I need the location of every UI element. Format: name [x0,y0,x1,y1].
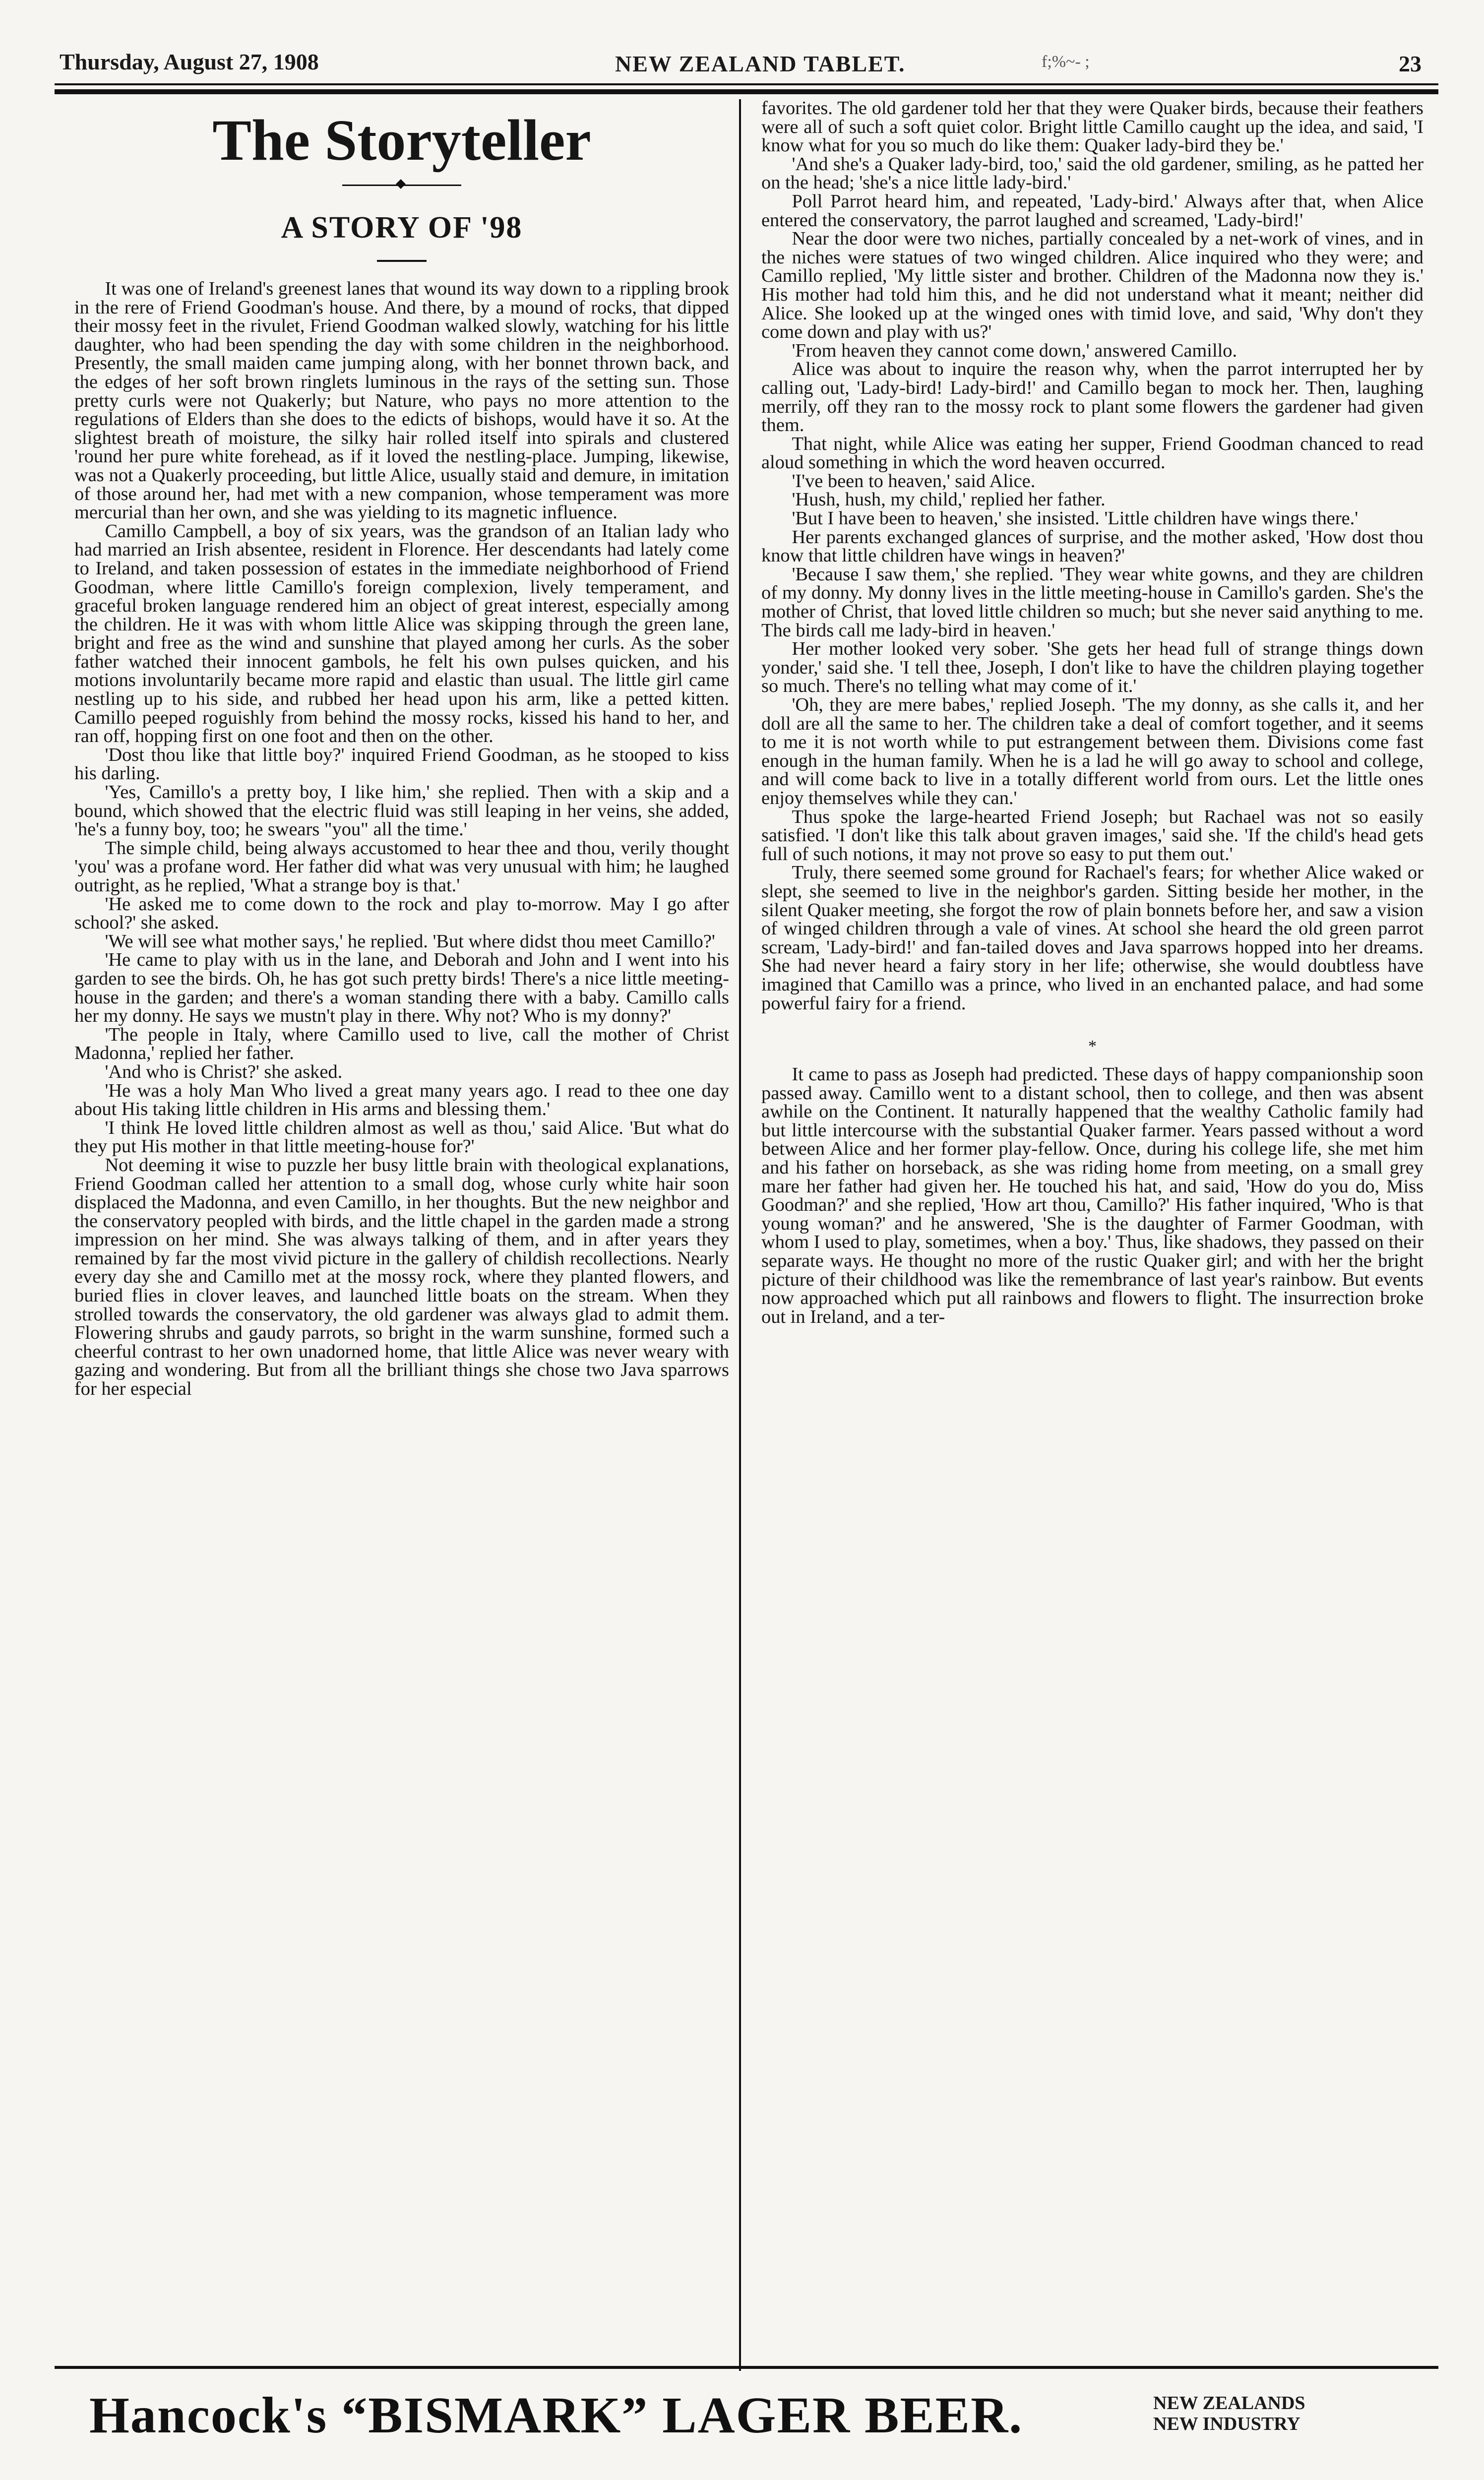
left-column [74,99,729,1399]
paragraph: Her parents exchanged glances of surprise, and the mother asked, 'How dost thou know that little children have wings in heaven?' [761,526,1423,566]
paragraph: 'Oh, they are mere babes,' replied Joseph. 'The my donny, as she calls it, and her doll are all the same to her. The children take a deal of comfort together, and it seems to me it is not worth while to put estrangement between them. Divisions come fast enough in the human family. When he is a lad he will go away to school and college, and will come back to live in a totally different world from ours. Let the little ones enjoy themselves while they can.' [761,694,1423,808]
paragraph: Near the door were two niches, partially concealed by a net-work of vines, and in the niches were statues of two winged children. Alice inquired who they were; and Camillo replied, 'My little sister and brother. Children of the Madonna now they is.' His mother had told him this, and he did not understand what it meant; neither did Alice. She looked up at the winged ones with timid love, and said, 'Why don't they come down and play with us?' [761,228,1423,343]
paragraph: Her mother looked very sober. 'She gets her head full of strange things down yonder,' said she. 'I tell thee, Joseph, I don't like to have the children playing together so much. There's no telling what may come of it.' [761,638,1423,697]
paragraph: 'But I have been to heaven,' she insisted. 'Little children have wings there.' [792,508,1359,529]
paragraph: Thus spoke the large-hearted Friend Joseph; but Rachael was not so easily satisfied. 'I don't like this talk about graven images,' said she. 'If the child's head gets full of such notions, it may not prove so easy to put them out.' [761,806,1423,865]
footer-rule [55,2366,1438,2369]
paragraph: 'And she's a Quaker lady-bird, too,' said the old gardener, smiling, as he patted her on the head; 'she's a nice little lady-bird.' [761,153,1423,193]
paragraph: 'We will see what mother says,' he replied. 'But where didst thou meet Camillo?' [105,930,715,952]
paragraph: 'And who is Christ?' she asked. [105,1061,343,1082]
left-body [74,280,729,1399]
paragraph: 'Yes, Camillo's a pretty boy, I like him,' she replied. Then with a skip and a bound, which showed that the electric fluid was still leaping in her veins, she added, 'he's a funny boy, too; he swears "you" all the time.' [74,782,729,840]
right-body-continued [761,1065,1423,1326]
paragraph: 'I think He loved little children almost as well as thou,' said Alice. 'But what do they put His mother in that little meeting-house for?' [74,1117,729,1157]
paragraph: 'The people in Italy, where Camillo used to live, call the mother of Christ Madonna,' replied her father. [74,1024,729,1064]
paragraph: 'Because I saw them,' she replied. 'They wear white gowns, and they are children of my donny. My donny lives in the little meeting-house in Camillo's garden. She's the mother of Christ, that loved little children so much; but she never said anything to me. The birds call me lady-bird in heaven.' [761,563,1423,641]
paragraph: It came to pass as Joseph had predicted. These days of happy companionship soon passed away. Camillo went to a distant school, then to college, and then was absent awhile on the Continent. It naturally happened that the wealthy Catholic family had but little intercourse with the substantial Quaker farmer. Years passed without a word between Alice and her former play-fellow. Once, during his college life, she met him and his father on horseback, as she was riding home from meeting, on a small grey mare her father had given her. He touched his hat, and said, 'How do you do, Miss Goodman?' and she replied, 'How art thou, Camillo?' His father inquired, 'Who is that young woman?' and he answered, 'She is the daughter of Farmer Goodman, with whom I used to play, sometimes, when a boy.' Thus, like shadows, they passed on their separate ways. He thought no more of the rustic Quaker girl; and with her the bright picture of their childhood was like the remembrance of last year's rainbow. But events now approached which put all rainbows and flowers to flight. The insurrection broke out in Ireland, and a ter- [761,1064,1423,1327]
paragraph: 'He was a holy Man Who lived a great many years ago. I read to thee one day about His taking little children in His arms and blessing them.' [74,1080,729,1120]
diamond-icon [396,179,406,189]
paragraph: 'Dost thou like that little boy?' inquired Friend Goodman, as he stooped to kiss his darling. [74,744,729,784]
paragraph: Not deeming it wise to puzzle her busy little brain with theological explanations, Friend Goodman called her attention to a small dog, whose curly white hair soon displaced the Madonna, and even Camillo, in her thoughts. But the new neighbor and the conservatory peopled with birds, and the little chapel in the garden made a strong impression on her mind. She was always talking of them, and in after years they remained by far the most vivid picture in the gallery of childish recollections. Nearly every day she and Camillo met at the mossy rock, where they planted flowers, and buried flies in clover leaves, and launched little boats on the stream. When they strolled towards the conservatory, the old gardener was always glad to admit them. Flowering shrubs and gaudy parrots, so bright in the warm sunshine, formed such a cheerful contrast to her own unadorned home, that little Alice was never weary with gazing and wondering. But from all the brilliant things she chose two Java sparrows for her especial [74,1154,729,1400]
header-rule-thick [55,89,1438,94]
paragraph: Truly, there seemed some ground for Rachael's fears; for whether Alice waked or slept, she seemed to live in the neighbor's garden. Sitting beside her mother, in the silent Quaker meeting, she forgot the row of plain bonnets before her, and saw a vision of winged children through a vale of vines. At school she heard the old green parrot scream, 'Lady-bird!' and fan-tailed doves and Java sparrows hopped into her dreams. She had never heard a fairy story in her life; otherwise, she would doubtless have imagined that Camillo was a prince, who lived in an enchanted palace, and had some powerful fairy for a friend. [761,862,1423,1014]
paragraph: 'He asked me to come down to the rock and play to-morrow. May I go after school?' she asked. [74,893,729,933]
faint-stamp: f;%~- ; [1042,53,1090,71]
newspaper-name: NEW ZEALAND TABLET. [615,51,906,76]
title-ornament [342,180,461,190]
tagline-line-2: NEW INDUSTRY [1153,2414,1300,2434]
paragraph: 'From heaven they cannot come down,' answered Camillo. [792,340,1237,361]
advert-text: Hancock's “BISMARK” LAGER BEER. [89,2387,1023,2444]
page-number: 23 [1399,51,1422,76]
story-title: A STORY OF '98 [281,211,523,245]
right-column [761,99,1423,1326]
paragraph: 'He came to play with us in the lane, and Deborah and John and I went into his garden to see the birds. Oh, he has got such pretty birds! There's a nice little meeting-house in the garden; and there's a woman standing there with a baby. Camillo calls her my donny. He says we mustn't play in there. Why not? Who is my donny?' [74,949,729,1027]
advertisement [55,2376,1438,2455]
paragraph: 'I've been to heaven,' said Alice. [792,470,1036,492]
section-title: The Storyteller [212,108,591,173]
header-rule-thin [55,83,1438,85]
paragraph: 'Hush, hush, my child,' replied her father. [792,489,1106,510]
page-header [60,45,1428,84]
paragraph: Alice was about to inquire the reason why, when the parrot interrupted her by calling out, 'Lady-bird! Lady-bird!' and Camillo began to mock her. Then, laughing merrily, off they ran to the mossy rock to plant some flowers the gardener had given them. [761,359,1423,436]
paragraph: That night, while Alice was eating her supper, Friend Goodman chanced to read aloud something in which the word heaven occurred. [761,433,1423,473]
advert-tagline [1153,2393,1305,2434]
column-divider [739,99,741,2371]
tagline-line-1: NEW ZEALANDS [1153,2393,1305,2414]
issue-date: Thursday, August 27, 1908 [60,49,319,74]
right-body [761,99,1423,1013]
section-separator: * [1088,1037,1097,1056]
paragraph: favorites. The old gardener told her that they were Quaker birds, because their feathers were all of such a soft quiet color. Bright little Camillo caught up the idea, and said, 'I know what for you so much do like them: Quaker lady-bird they be.' [761,98,1423,156]
paragraph: The simple child, being always accustomed to hear thee and thou, verily thought 'you' was a profane word. Her father did what was very unusual with him; he laughed outright, as he replied, 'What a strange boy is that.' [74,837,729,896]
paragraph: Poll Parrot heard him, and repeated, 'Lady-bird.' Always after that, when Alice entered the conservatory, the parrot laughed and screamed, 'Lady-bird!' [761,190,1423,231]
subtitle-rule [377,260,427,262]
paragraph: It was one of Ireland's greenest lanes that wound its way down to a rippling brook in the rere of Friend Goodman's house. And there, by a mound of rocks, that dipped their mossy feet in the rivulet, Friend Goodman walked slowly, watching for his little daughter, who had been spending the day with some children in the neighborhood. Presently, the small maiden came jumping along, with her bonnet thrown back, and the edges of her soft brown ringlets luminous in the rays of the setting sun. Those pretty curls were not Quakerly; but Nature, who pays no more attention to the regulations of Elders than she does to the edicts of bishops, would have it so. At the slightest breath of moisture, the silky hair rolled itself into spirals and clustered 'round her pure white forehead, as if it loved the nestling-place. Jumping, likewise, was not a Quakerly proceeding, but little Alice, usually staid and demure, in imitation of those around her, had met with a new companion, whose temperament was more mercurial than her own, and she was yielding to its magnetic influence. [74,278,729,523]
paragraph: Camillo Campbell, a boy of six years, was the grandson of an Italian lady who had married an Irish absentee, resident in Florence. Her descendants had lately come to Ireland, and taken possession of estates in the immediate neighborhood of Friend Goodman, where little Camillo's foreign complexion, lively temperament, and graceful broken language rendered him an object of great interest, especially among the children. He it was with whom little Alice was skipping through the green lane, bright and free as the wind and sunshine that played among her curls. As the sober father watched their innocent gambols, he felt his own pulses quicken, and his motions involuntarily became more rapid and elastic than usual. The little girl came nestling up to his side, and rubbed her head upon his arm, like a petted kitten. Camillo peeped roguishly from behind the mossy rocks, kissed his hand to her, and ran off, hopping first on one foot and then on the other. [74,520,729,747]
